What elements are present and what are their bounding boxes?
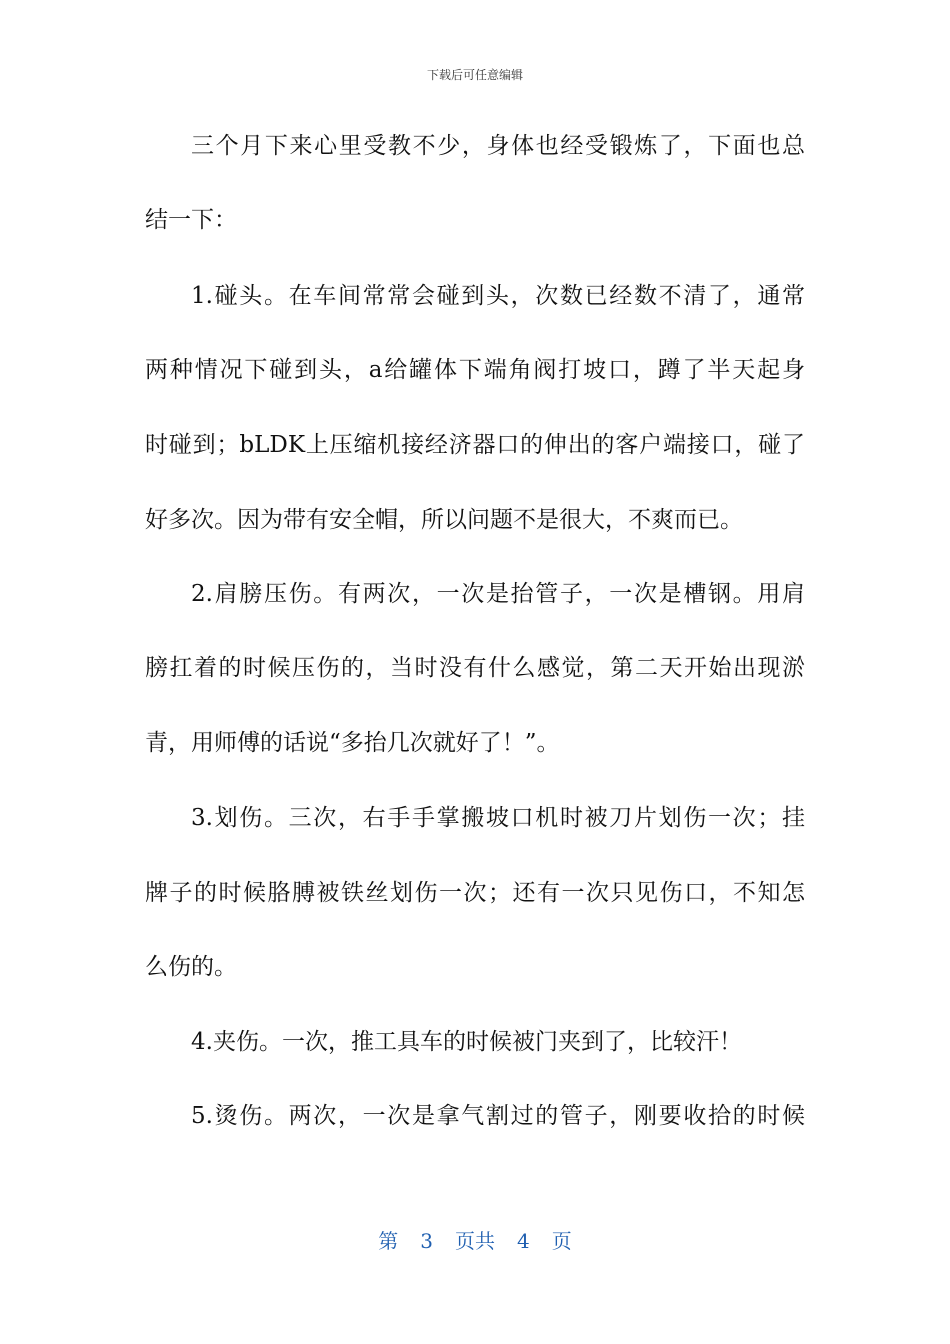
footer-middle: 页共 [455, 1229, 495, 1253]
text-line: 好多次。因为带有安全帽，所以问题不是很大，不爽而已。 [145, 507, 743, 533]
text-line: 青，用师傅的话说“多抬几次就好了！”。 [145, 730, 560, 756]
text-line: 2.肩膀压伤。有两次，一次是抬管子，一次是槽钢。用肩 [191, 581, 805, 607]
text-line: 1.碰头。在车间常常会碰到头，次数已经数不清了，通常 [191, 283, 805, 309]
footer-current-page: 3 [420, 1229, 433, 1253]
footer-suffix: 页 [551, 1229, 572, 1253]
text-line: 牌子的时候胳膊被铁丝划伤一次；还有一次只见伤口，不知怎 [145, 880, 805, 906]
text-line: 膀扛着的时候压伤的，当时没有什么感觉，第二天开始出现淤 [145, 655, 805, 681]
footer-total-pages: 4 [517, 1229, 530, 1253]
footer-prefix: 第 [378, 1229, 399, 1253]
page-footer [0, 1225, 950, 1254]
text-line: 时碰到；bLDK上压缩机接经济器口的伸出的客户端接口，碰了 [145, 432, 805, 458]
text-line: 两种情况下碰到头，a给罐体下端角阀打坡口，蹲了半天起身 [145, 357, 805, 383]
text-line: 三个月下来心里受教不少，身体也经受锻炼了，下面也总 [191, 133, 805, 159]
text-line: 么伤的。 [145, 954, 237, 980]
text-line: 5.烫伤。两次，一次是拿气割过的管子，刚要收拾的时候 [191, 1103, 805, 1129]
page-header: 下载后可任意编辑 [426, 68, 523, 82]
text-line: 3.划伤。三次，右手手掌搬坡口机时被刀片划伤一次；挂 [191, 805, 805, 831]
text-line: 4.夹伤。一次，推工具车的时候被门夹到了，比较汗！ [191, 1029, 742, 1055]
text-line: 结一下： [145, 207, 237, 233]
